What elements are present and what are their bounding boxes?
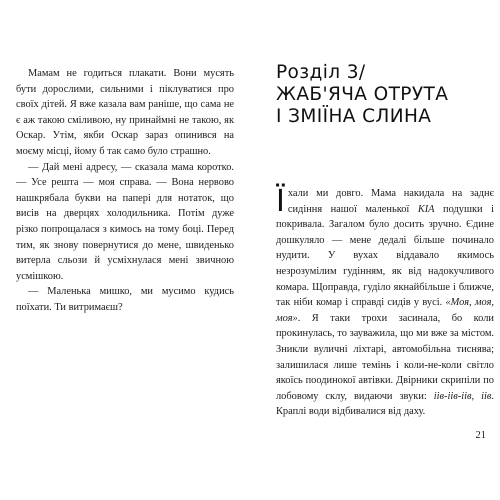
paragraph: Мамам не годиться плакати. Вони мусять бути дорослими, сильними і піклуватися про своїх дітей. Я вже казала вам раніше, що сама не є аж такою сміливою, ну принаймні не такою, як Оскар. Утім, якби Оскар зараз опинився на моєму місці, йому б так само було страшно. xyxy=(16,68,234,157)
text-run: подушки і покривала. Загалом було досить зручно. Єдине дошкуляло — мене дедалі більше починало нудити. У вухах віддавало якимось незрозумілим гудінням, як від надокучливого комара. Щоправда, гуділо якнайбільше і ближче, так ніби комар і справді сидів у вусі. xyxy=(276,203,494,309)
opening-paragraph xyxy=(276,186,494,420)
text-run: хали ми довго. Мама накидала на заднє сидіння нашої маленької xyxy=(287,188,494,215)
chapter-number: Розділ 3/ xyxy=(276,62,366,83)
car-brand: КІА xyxy=(417,203,435,215)
chapter-heading xyxy=(276,62,496,128)
chapter-title-line: ЖАБ'ЯЧА ОТРУТА xyxy=(276,84,449,105)
left-text-column xyxy=(16,66,234,316)
drop-cap: Ї xyxy=(276,184,285,219)
chapter-title-line: І ЗМІЇНА СЛИНА xyxy=(276,106,432,127)
text-run: . Краплі води відбивалися від даху. xyxy=(276,390,494,418)
text-run: . Я таки трохи засинала, бо коли прокинулась, то зауважила, що ми вже за містом. Зникли вуличні ліхтарі, автомобільна тиснява; залишилася лише темінь і коли-не-коли світло якоїсь поодинокої автівки. Двірники скрипіли по лобовому склу, видаючи звуки: xyxy=(276,312,494,402)
page-number: 21 xyxy=(475,430,486,441)
paragraph: — Маленька мишко, ми мусимо кудись поїхати. Ти витримаєш? xyxy=(16,286,234,313)
paragraph: — Дай мені адресу, — сказала мама коротко. — Усе решта — моя справа. — Вона нервово нашкрябала букви на папері для нотаток, що висів на дверцях холодильника. Потім дуже різко попрощалася з кимось на тому боці. Перед тим, як знову повернутися до мене, швиденько витерла сльози й усміхнулася мені звичною усмішкою. xyxy=(16,161,234,282)
quoted-sound: «Моя, моя, моя» xyxy=(276,297,494,324)
wiper-sound: іів-іів-іів, іів xyxy=(433,390,492,402)
right-text-column xyxy=(276,186,494,420)
